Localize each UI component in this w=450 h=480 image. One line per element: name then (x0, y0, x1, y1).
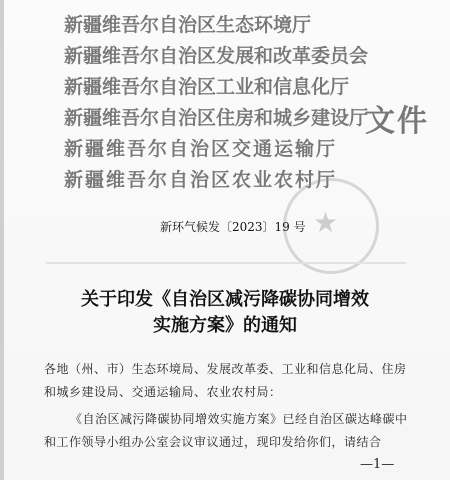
issuing-agencies (64, 10, 369, 196)
agency-line: 新疆维吾尔自治区交通运输厅 (64, 138, 338, 160)
notice-body (44, 358, 416, 454)
agency-line: 新疆维吾尔自治区住房和城乡建设厅 (64, 107, 369, 129)
page-edge (0, 0, 4, 480)
notice-title (60, 287, 390, 339)
notice-title-line1: 关于印发《自治区减污降碳协同增效 (81, 289, 369, 310)
doc-type-label: 文件 (365, 104, 429, 139)
seal-star-icon: ★ (313, 206, 339, 239)
notice-title-line2: 实施方案》的通知 (153, 315, 297, 336)
document-number: 新环气候发〔2023〕19 号 (160, 220, 306, 234)
agency-line: 新疆维吾尔自治区工业和信息化厅 (64, 76, 350, 98)
body-paragraph: 《自治区减污降碳协同增效实施方案》已经自治区碳达峰碳中和工作领导小组办公室会议审议通过，现印发给你们，请结合 (44, 412, 408, 449)
agency-line: 新疆维吾尔自治区农业农村厅 (64, 169, 338, 191)
recipients: 各地（州、市）生态环境局、发展改革委、工业和信息化局、住房和城乡建设局、交通运输局、农业农村局： (44, 362, 407, 399)
agency-line: 新疆维吾尔自治区生态环境厅 (64, 14, 312, 36)
page-number: —1— (360, 457, 395, 472)
header-divider (46, 262, 406, 264)
agency-line: 新疆维吾尔自治区发展和改革委员会 (64, 45, 369, 67)
